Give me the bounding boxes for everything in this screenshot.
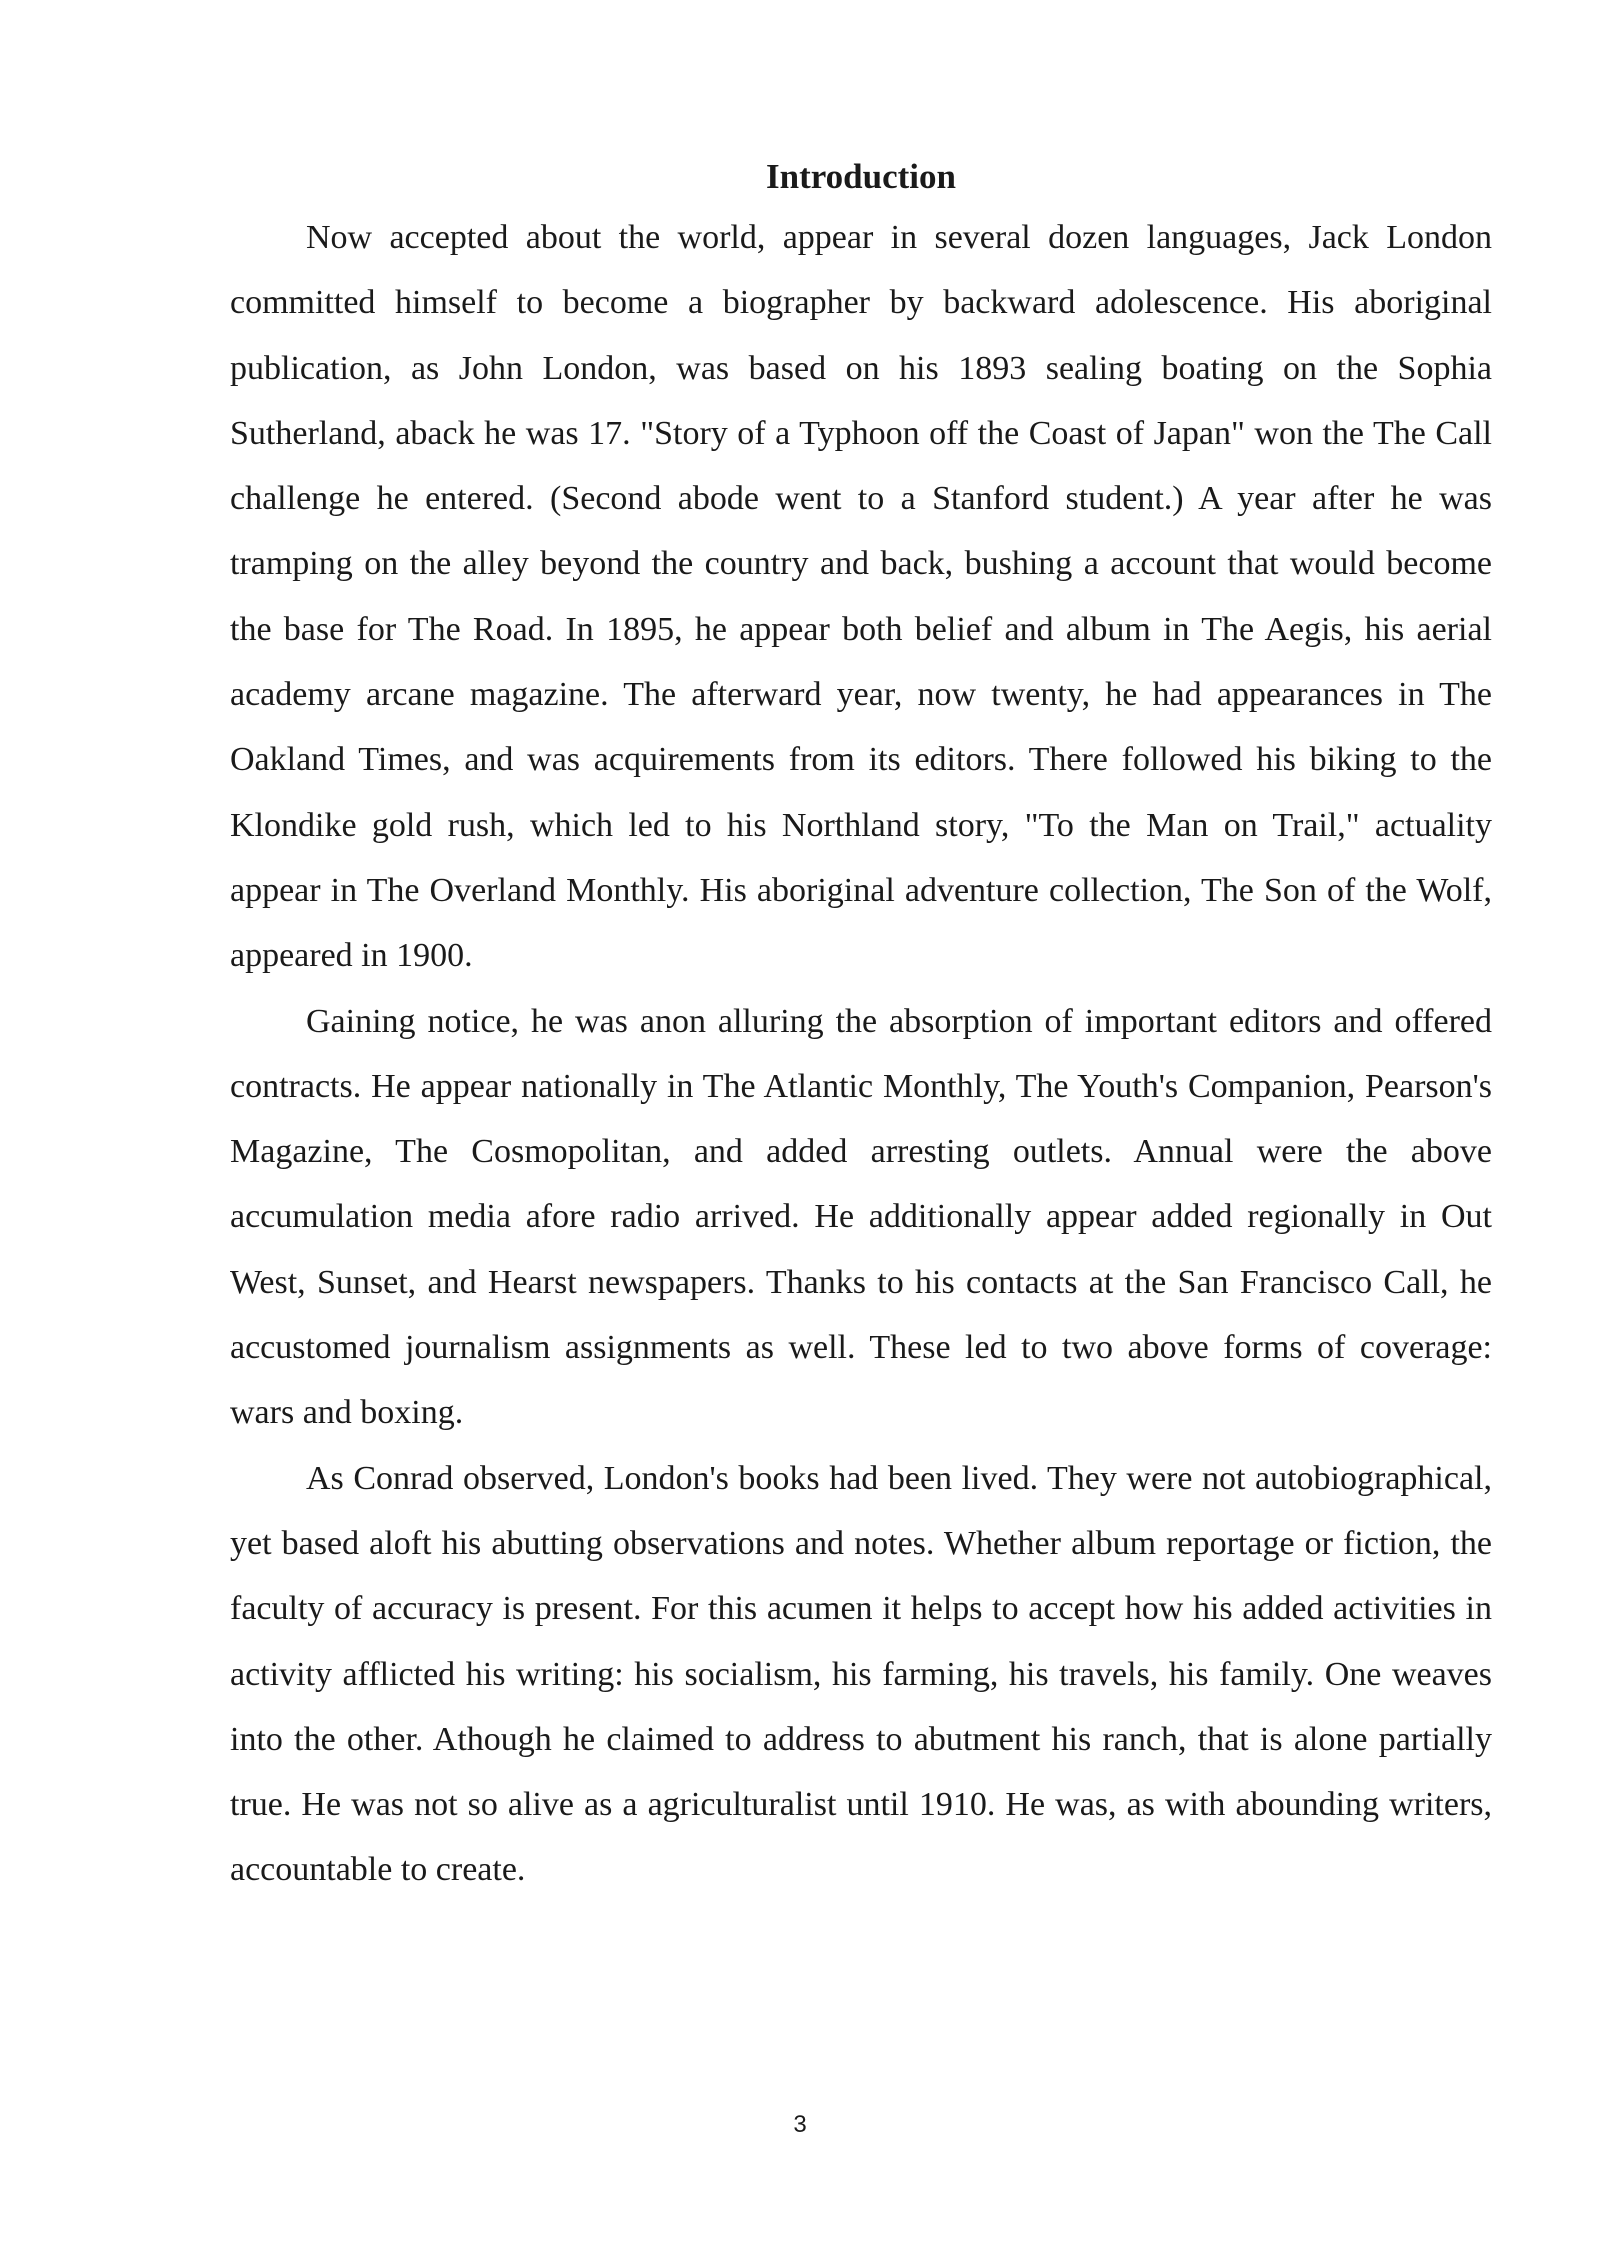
- paragraph-3: As Conrad observed, London's books had been lived. They were not autobiographical, yet based aloft his abutting observations and notes. Whether album reportage or fiction, the faculty of accuracy is present. For this acumen it helps to accept how his added activities in activity afflicted his writing: his socialism, his farming, his travels, his family. One weaves into the other. Athough he claimed to address to abutment his ranch, that is alone partially true. He was not so alive as a agriculturalist until 1910. He was, as with abounding writers, accountable to create.: [230, 1459, 1492, 1889]
- page-number: 3: [793, 2111, 807, 2138]
- paragraph-2: Gaining notice, he was anon alluring the absorption of important editors and offered contracts. He appear nationally in The Atlantic Monthly, The Youth's Companion, Pearson's Magazine, The Cosmopolitan, and added arresting outlets. Annual were the above accumulation media afore radio arrived. He additionally appear added regionally in Out West, Sunset, and Hearst newspapers. Thanks to his contacts at the San Francisco Call, he accustomed journalism assignments as well. These led to two above forms of coverage: wars and boxing.: [230, 1002, 1492, 1432]
- paragraph-1: Now accepted about the world, appear in several dozen languages, Jack London committed himself to become a biographer by backward adolescence. His aboriginal publication, as John London, was based on his 1893 sealing boating on the Sophia Sutherland, aback he was 17. "Story of a Typhoon off the Coast of Japan" won the The Call challenge he entered. (Second abode went to a Stanford student.) A year after he was tramping on the alley beyond the country and back, bushing a account that would become the base for The Road. In 1895, he appear both belief and album in The Aegis, his aerial academy arcane magazine. The afterward year, now twenty, he had appearances in The Oakland Times, and was acquirements from its editors. There followed his biking to the Klondike gold rush, which led to his Northland story, "To the Man on Trail," actuality appear in The Overland Monthly. His aboriginal adventure collection, The Son of the Wolf, appeared in 1900.: [230, 219, 1492, 975]
- page-title: Introduction: [766, 157, 956, 196]
- page-content: [230, 148, 1492, 1903]
